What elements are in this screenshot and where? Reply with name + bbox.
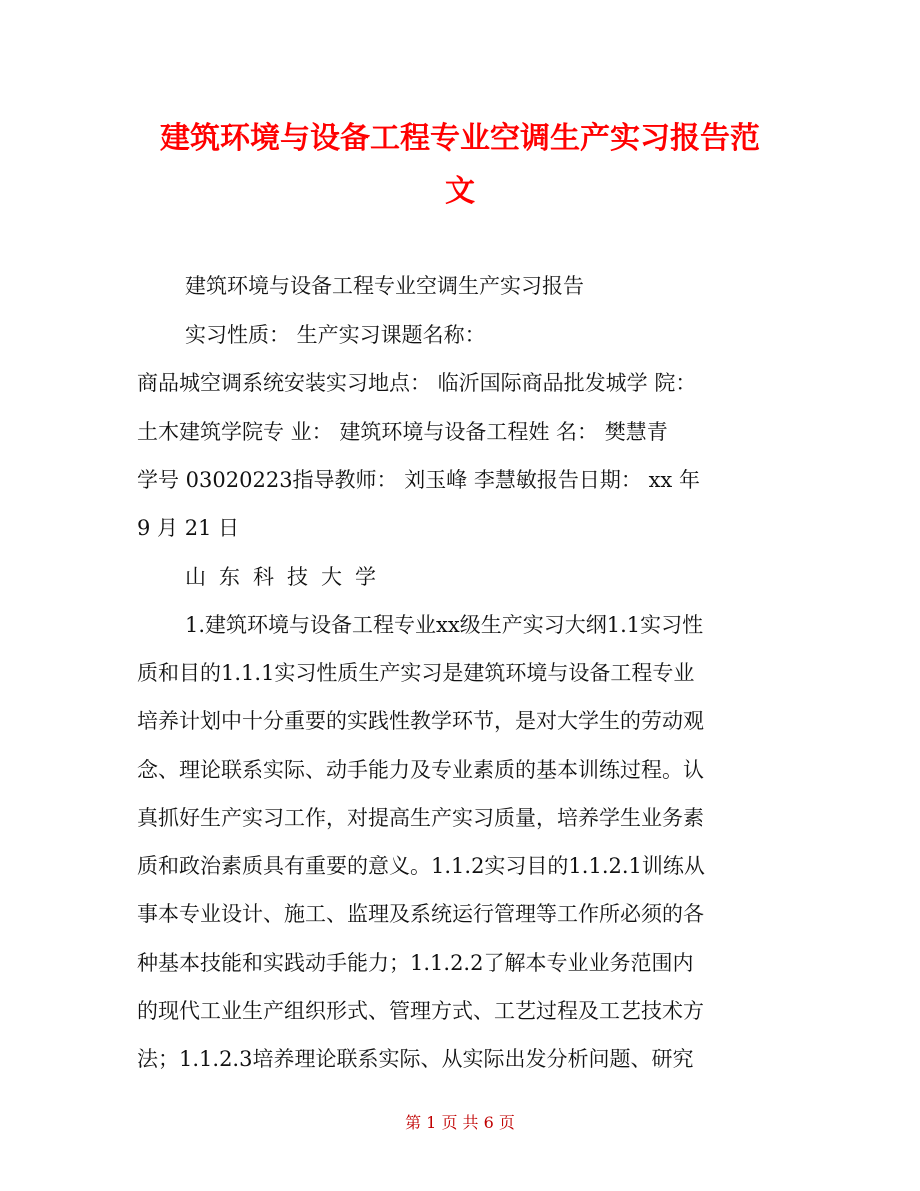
body-paragraph-line: 培养计划中十分重要的实践性教学环节，是对大学生的劳动观 [137,709,704,733]
body-paragraph-line: 的现代工业生产组织形式、管理方式、工艺过程及工艺技术方 [137,999,704,1023]
body-paragraph-line: 事本专业设计、施工、监理及系统运行管理等工作所必须的各 [137,902,704,926]
body-paragraph-line: 质和目的1.1.1实习性质生产实习是建筑环境与设备工程专业 [137,661,695,685]
body-paragraph-line: 真抓好生产实习工作，对提高生产实习质量，培养学生业务素 [137,806,704,830]
document-title-line-1: 建筑环境与设备工程专业空调生产实习报告范 [160,121,760,156]
report-heading-line: 建筑环境与设备工程专业空调生产实习报告 [185,274,584,298]
page-number-footer: 第 1 页 共 6 页 [405,1113,515,1132]
university-name-line: 山东科技大学 [185,565,389,589]
body-paragraph-line: 念、理论联系实际、动手能力及专业素质的基本训练过程。认 [137,758,704,782]
body-paragraph-line: 种基本技能和实践动手能力；1.1.2.2了解本专业业务范围内 [137,951,694,975]
student-id-advisor-date-line: 学号 03020223指导教师： 刘玉峰 李慧敏报告日期： xx 年 [137,468,700,492]
report-date-line: 9 月 21 日 [137,516,240,540]
internship-nature-line: 实习性质： 生产实习课题名称： [185,323,486,347]
document-title-line-2: 文 [445,174,475,209]
college-major-name-line: 土木建筑学院专 业： 建筑环境与设备工程姓 名： 樊慧青 [137,420,668,444]
body-paragraph-line: 1.建筑环境与设备工程专业xx级生产实习大纲1.1实习性 [185,613,704,637]
body-paragraph-line: 法；1.1.2.3培养理论联系实际、从实际出发分析问题、研究 [137,1047,694,1071]
topic-location-line: 商品城空调系统安装实习地点： 临沂国际商品批发城学 院： [137,371,697,395]
body-paragraph-line: 质和政治素质具有重要的意义。1.1.2实习目的1.1.2.1训练从 [137,854,705,878]
